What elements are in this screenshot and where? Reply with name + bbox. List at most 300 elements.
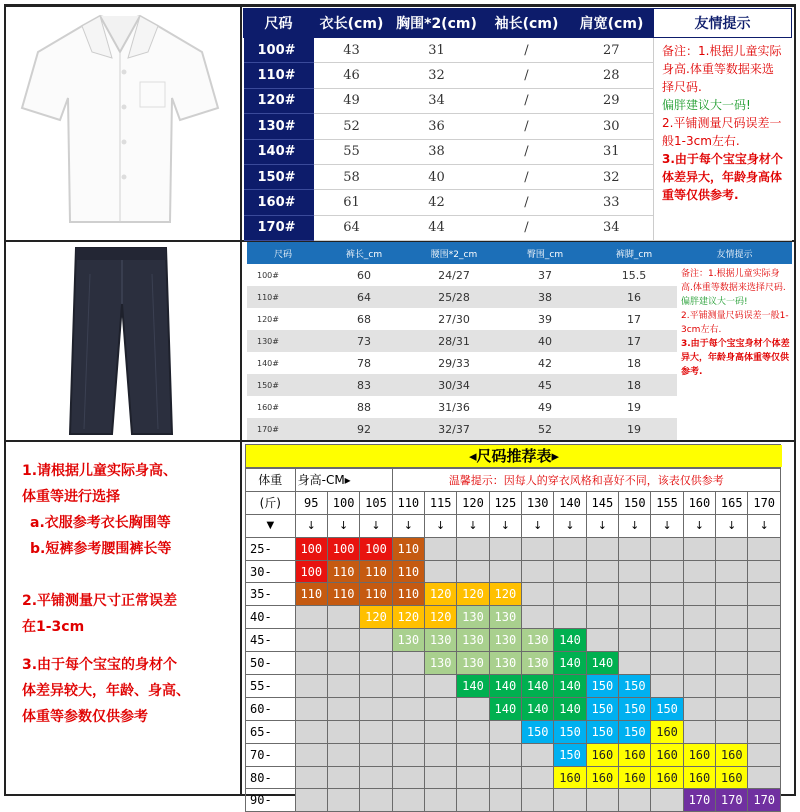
shirt-sleeve: /: [484, 164, 570, 189]
down-arrow-icon: ↓: [424, 514, 456, 537]
weight-unit-label: (斤): [246, 491, 296, 514]
size-cell: [651, 537, 683, 560]
size-cell: 100: [295, 537, 327, 560]
note-line: a.衣服参考衣长胸围等: [30, 515, 171, 531]
size-cell: 130: [457, 652, 489, 675]
size-cell: 140: [554, 629, 586, 652]
size-cell: 160: [586, 743, 618, 766]
size-cell: [360, 766, 392, 789]
height-header: 105: [360, 491, 392, 514]
shirt-size: 140#: [244, 139, 314, 164]
shirt-sleeve: /: [484, 215, 570, 240]
weight-value: 50-: [246, 652, 296, 675]
pants-size: 120#: [257, 314, 279, 324]
note-line: 体重等参数仅供参考: [22, 709, 148, 725]
size-cell: 130: [489, 606, 521, 629]
height-header: 155: [651, 491, 683, 514]
note-line: 1.请根据儿童实际身高、: [22, 463, 178, 479]
shirt-length: 43: [314, 38, 390, 63]
size-cell: 110: [360, 583, 392, 606]
shirt-tip-2: 偏胖建议大一码!: [662, 98, 751, 112]
pants-size: 100#: [257, 270, 279, 280]
pants-waist: 27/30: [438, 312, 470, 326]
size-cell: [392, 743, 424, 766]
pants-length: 78: [357, 356, 371, 370]
shirt-tip-4: 3.由于每个宝宝身材个体差异大，年龄身高体重等仅供参考.: [662, 152, 783, 202]
shirt-header-shoulder: 肩宽(cm): [570, 9, 654, 38]
size-cell: [716, 629, 748, 652]
pants-length: 73: [319, 330, 409, 352]
shirt-shoulder: 33: [570, 190, 654, 215]
pants-hip: 52: [499, 418, 591, 440]
weight-value: 90-: [246, 789, 296, 812]
pants-header-size: 尺码: [247, 242, 319, 264]
weight-value: 25-: [246, 537, 296, 560]
height-header: 110: [392, 491, 424, 514]
pants-waist: 28/31: [409, 330, 499, 352]
shirt-sleeve: /: [484, 114, 570, 139]
size-cell: 140: [522, 675, 554, 698]
height-header: 130: [522, 491, 554, 514]
pants-size: 140#: [257, 358, 279, 368]
pants-size: 160#: [257, 402, 279, 412]
size-cell: [683, 697, 715, 720]
pants-hem: 15.5: [621, 268, 647, 282]
height-header: 95: [295, 491, 327, 514]
note-line: 体重等进行选择: [22, 489, 120, 505]
size-cell: 130: [457, 629, 489, 652]
pants-size: 130#: [247, 330, 319, 352]
shirt-chest: 36: [390, 114, 484, 139]
size-cell: [489, 560, 521, 583]
shirt-length: 61: [314, 190, 390, 215]
pants-header-waist: 腰围*2_cm: [409, 242, 499, 264]
pants-hem: 18: [627, 356, 641, 370]
size-cell: [327, 629, 359, 652]
height-header: 120: [457, 491, 489, 514]
table-row: [246, 583, 781, 606]
size-cell: 140: [586, 652, 618, 675]
size-cell: 140: [489, 675, 521, 698]
size-cell: [554, 606, 586, 629]
size-cell: [554, 789, 586, 812]
height-header: 145: [586, 491, 618, 514]
size-cell: 150: [586, 720, 618, 743]
table-row: [246, 743, 781, 766]
size-cell: [619, 537, 651, 560]
size-cell: 160: [619, 766, 651, 789]
shirt-header-sleeve: 袖长(cm): [484, 9, 570, 38]
size-cell: [554, 583, 586, 606]
size-cell: 140: [489, 697, 521, 720]
size-cell: [457, 766, 489, 789]
down-arrow-icon: ↓: [522, 514, 554, 537]
size-cell: [424, 537, 456, 560]
weight-value: 60-: [246, 697, 296, 720]
pants-waist: 29/33: [438, 356, 470, 370]
size-cell: [457, 697, 489, 720]
size-cell: [424, 743, 456, 766]
size-cell: [489, 743, 521, 766]
size-cell: 130: [457, 606, 489, 629]
size-cell: 160: [683, 743, 715, 766]
size-cell: [748, 720, 781, 743]
shirt-size: 150#: [244, 164, 314, 189]
shirt-tip-3: 2.平铺测量尺码误差一般1-3cm左右.: [662, 116, 782, 148]
size-cell: [683, 652, 715, 675]
size-cell: [716, 675, 748, 698]
pants-hem: 19: [591, 418, 677, 440]
down-arrow-icon: ↓: [651, 514, 683, 537]
shirt-length: 46: [314, 63, 390, 88]
down-triangle-icon: ▼: [246, 514, 296, 537]
pants-length: 60: [357, 268, 371, 282]
table-row: [246, 697, 781, 720]
size-cell: [716, 537, 748, 560]
size-cell: [748, 560, 781, 583]
size-cell: [489, 766, 521, 789]
size-cell: 160: [651, 766, 683, 789]
shirt-shoulder: 31: [570, 139, 654, 164]
size-cell: [457, 560, 489, 583]
shirt-header-length: 衣长(cm): [314, 9, 390, 38]
size-cell: [716, 606, 748, 629]
size-cell: [748, 583, 781, 606]
pants-hem: 19: [627, 400, 641, 414]
size-cell: [360, 789, 392, 812]
size-cell: 150: [651, 697, 683, 720]
size-cell: [716, 560, 748, 583]
size-cell: [327, 606, 359, 629]
size-cell: [586, 629, 618, 652]
pants-tip-2: 偏胖建议大一码!: [681, 297, 748, 307]
pants-header-hip: 臀围_cm: [499, 242, 591, 264]
pants-length: 88: [357, 400, 371, 414]
size-cell: 130: [424, 652, 456, 675]
size-cell: [683, 537, 715, 560]
shirt-shoulder: 30: [570, 114, 654, 139]
shirt-header-chest: 胸围*2(cm): [390, 9, 484, 38]
size-cell: [683, 606, 715, 629]
size-cell: 170: [748, 789, 781, 812]
pants-tip-4: 3.由于每个宝宝身材个体差异大，年龄身高体重等仅供参考.: [681, 339, 790, 377]
down-arrow-icon: ↓: [392, 514, 424, 537]
size-cell: [651, 652, 683, 675]
size-cell: [651, 560, 683, 583]
pants-size: 110#: [247, 286, 319, 308]
size-cell: [748, 606, 781, 629]
size-cell: [683, 675, 715, 698]
size-cell: [489, 789, 521, 812]
height-header: 165: [716, 491, 748, 514]
size-cell: [522, 789, 554, 812]
weight-value: 45-: [246, 629, 296, 652]
size-cell: [586, 583, 618, 606]
size-cell: 160: [716, 766, 748, 789]
size-cell: 160: [651, 720, 683, 743]
down-arrow-icon: ↓: [683, 514, 715, 537]
size-cell: [586, 606, 618, 629]
down-arrow-icon: ↓: [586, 514, 618, 537]
pants-size: 150#: [247, 374, 319, 396]
size-cell: [295, 743, 327, 766]
shirt-chest: 44: [390, 215, 484, 240]
shirt-size-table: [243, 8, 792, 241]
chart-title: ◂尺码推荐表▸: [468, 447, 560, 465]
size-cell: [522, 606, 554, 629]
weight-value: 55-: [246, 675, 296, 698]
table-row: [246, 720, 781, 743]
size-cell: [392, 720, 424, 743]
size-cell: [295, 789, 327, 812]
size-cell: [457, 743, 489, 766]
size-cell: 150: [619, 697, 651, 720]
down-arrow-icon: ↓: [457, 514, 489, 537]
shirt-sleeve: /: [484, 139, 570, 164]
size-cell: 120: [489, 583, 521, 606]
size-cell: 150: [554, 720, 586, 743]
shirt-chest: 40: [390, 164, 484, 189]
size-cell: [295, 675, 327, 698]
size-cell: [327, 697, 359, 720]
size-cell: 120: [457, 583, 489, 606]
shirt-sleeve: /: [484, 88, 570, 113]
size-cell: 140: [457, 675, 489, 698]
size-cell: [327, 720, 359, 743]
size-cell: [586, 789, 618, 812]
size-cell: 110: [392, 560, 424, 583]
size-cell: [683, 720, 715, 743]
shirt-length: 49: [314, 88, 390, 113]
size-cell: [586, 537, 618, 560]
size-cell: 100: [295, 560, 327, 583]
table-row: [247, 264, 792, 286]
pants-length: 92: [319, 418, 409, 440]
size-cell: [716, 652, 748, 675]
size-cell: [392, 697, 424, 720]
size-cell: [748, 652, 781, 675]
down-arrow-icon: ↓: [554, 514, 586, 537]
table-row: [246, 537, 781, 560]
weight-value: 80-: [246, 766, 296, 789]
size-cell: [424, 766, 456, 789]
table-row: [246, 652, 781, 675]
size-cell: [619, 560, 651, 583]
shirt-shoulder: 29: [570, 88, 654, 113]
height-header: 125: [489, 491, 521, 514]
size-cell: [683, 583, 715, 606]
white-shirt-image: [20, 12, 220, 232]
pants-header-length: 裤长_cm: [319, 242, 409, 264]
shirt-shoulder: 32: [570, 164, 654, 189]
shirt-shoulder: 27: [570, 38, 654, 63]
size-cell: [651, 789, 683, 812]
size-cell: [554, 560, 586, 583]
weight-value: 35-: [246, 583, 296, 606]
table-row: [246, 606, 781, 629]
size-cell: [360, 720, 392, 743]
pants-hip: 42: [538, 356, 552, 370]
down-arrow-icon: ↓: [748, 514, 781, 537]
size-cell: [554, 537, 586, 560]
pants-length: 68: [357, 312, 371, 326]
size-cell: 140: [522, 697, 554, 720]
shirt-size: 130#: [244, 114, 314, 139]
pants-waist: 30/34: [409, 374, 499, 396]
size-cell: 130: [522, 629, 554, 652]
size-recommendation-grid: [245, 468, 781, 812]
size-cell: [651, 675, 683, 698]
shirt-chest: 38: [390, 139, 484, 164]
size-cell: 110: [295, 583, 327, 606]
size-cell: [522, 743, 554, 766]
size-cell: 150: [586, 697, 618, 720]
size-cell: [586, 560, 618, 583]
shirt-sleeve: /: [484, 190, 570, 215]
shirt-length: 52: [314, 114, 390, 139]
shirt-length: 64: [314, 215, 390, 240]
shirt-size: 100#: [244, 38, 314, 63]
table-row: [246, 560, 781, 583]
size-cell: 160: [716, 743, 748, 766]
size-cell: [360, 675, 392, 698]
height-header: 115: [424, 491, 456, 514]
note-line: 体差异较大，年龄、身高、: [22, 683, 190, 699]
shirt-chest: 32: [390, 63, 484, 88]
pants-header-tips: 友情提示: [677, 242, 792, 264]
shirt-size: 170#: [244, 215, 314, 240]
pants-tips: [677, 264, 792, 440]
size-cell: 140: [554, 697, 586, 720]
size-cell: 130: [489, 652, 521, 675]
shirt-header-size: 尺码: [244, 9, 314, 38]
height-header: 160: [683, 491, 715, 514]
size-cell: [651, 606, 683, 629]
down-arrow-icon: ↓: [619, 514, 651, 537]
shirt-size: 120#: [244, 88, 314, 113]
size-cell: [457, 720, 489, 743]
size-cell: [360, 652, 392, 675]
height-header: 150: [619, 491, 651, 514]
size-cell: [392, 652, 424, 675]
pants-hip: 38: [499, 286, 591, 308]
size-cell: 120: [392, 606, 424, 629]
size-cell: [716, 697, 748, 720]
size-cell: [327, 675, 359, 698]
size-cell: [424, 560, 456, 583]
down-arrow-icon: ↓: [327, 514, 359, 537]
size-cell: 150: [554, 743, 586, 766]
size-cell: 140: [554, 675, 586, 698]
size-cell: [619, 606, 651, 629]
size-cell: [360, 697, 392, 720]
down-arrow-icon: ↓: [360, 514, 392, 537]
size-cell: [748, 743, 781, 766]
weight-value: 65-: [246, 720, 296, 743]
pants-waist: 32/37: [409, 418, 499, 440]
shirt-sleeve: /: [484, 38, 570, 63]
size-cell: [457, 537, 489, 560]
size-cell: 110: [327, 560, 359, 583]
size-cell: [619, 583, 651, 606]
size-cell: [424, 720, 456, 743]
size-cell: [424, 675, 456, 698]
shirt-length: 55: [314, 139, 390, 164]
size-cell: 150: [522, 720, 554, 743]
size-cell: [748, 697, 781, 720]
size-cell: 160: [554, 766, 586, 789]
down-arrow-icon: ↓: [295, 514, 327, 537]
pants-hem: 16: [591, 286, 677, 308]
shirt-chest: 42: [390, 190, 484, 215]
size-cell: [295, 720, 327, 743]
size-cell: 120: [424, 606, 456, 629]
size-cell: [360, 629, 392, 652]
size-cell: 140: [554, 652, 586, 675]
pants-size: 170#: [247, 418, 319, 440]
shirt-header-tips: 友情提示: [654, 9, 792, 38]
size-cell: 110: [360, 560, 392, 583]
pants-length: 64: [319, 286, 409, 308]
size-cell: 120: [360, 606, 392, 629]
shirt-length: 58: [314, 164, 390, 189]
down-arrow-icon: ↓: [489, 514, 521, 537]
shirt-chest: 34: [390, 88, 484, 113]
pants-waist: 25/28: [409, 286, 499, 308]
pants-hem: 17: [627, 312, 641, 326]
size-cell: 130: [522, 652, 554, 675]
size-cell: [424, 697, 456, 720]
note-line: 3.由于每个宝宝的身材个: [22, 657, 178, 673]
size-cell: [619, 789, 651, 812]
size-cell: [522, 583, 554, 606]
size-cell: [424, 789, 456, 812]
note-line: 在1-3cm: [22, 619, 85, 635]
pants-hip: 39: [538, 312, 552, 326]
table-row: [246, 675, 781, 698]
chart-tip: 温馨提示：因每人的穿衣风格和喜好不同，该表仅供参考: [392, 469, 780, 492]
size-cell: [327, 766, 359, 789]
size-cell: [619, 629, 651, 652]
size-cell: [327, 652, 359, 675]
pants-size-table: [247, 242, 792, 440]
size-cell: [489, 537, 521, 560]
size-cell: 100: [360, 537, 392, 560]
size-cell: [295, 697, 327, 720]
size-cell: [489, 720, 521, 743]
table-row: [246, 766, 781, 789]
size-cell: [651, 583, 683, 606]
size-cell: [716, 583, 748, 606]
size-cell: [748, 537, 781, 560]
weight-value: 30-: [246, 560, 296, 583]
size-cell: [683, 560, 715, 583]
size-cell: [295, 766, 327, 789]
pants-waist: 24/27: [438, 268, 470, 282]
size-cell: 130: [424, 629, 456, 652]
size-cell: [295, 652, 327, 675]
pants-hip: 49: [538, 400, 552, 414]
weight-label: 体重: [246, 469, 296, 492]
size-cell: [522, 766, 554, 789]
size-cell: 150: [619, 675, 651, 698]
size-cell: 170: [716, 789, 748, 812]
shirt-tip-1: 备注：1.根据儿童实际身高.体重等数据来选择尺码.: [662, 44, 782, 94]
size-cell: 130: [489, 629, 521, 652]
size-cell: [457, 789, 489, 812]
size-cell: [327, 789, 359, 812]
size-cell: 150: [619, 720, 651, 743]
